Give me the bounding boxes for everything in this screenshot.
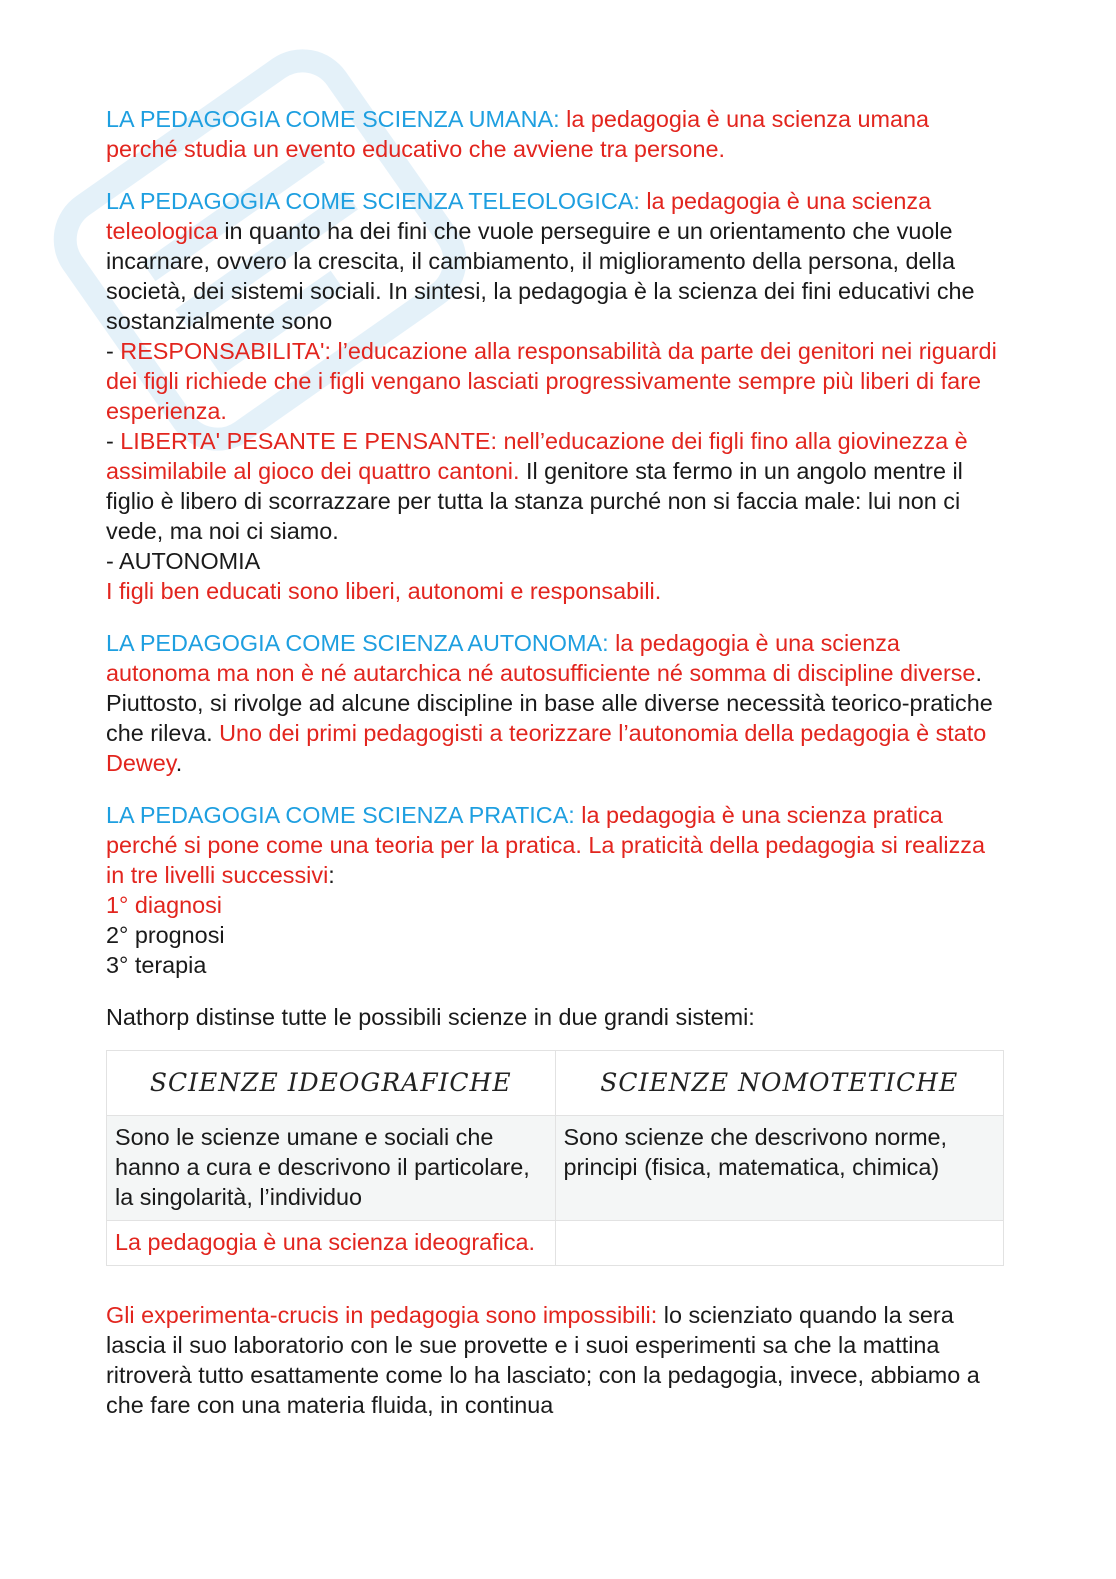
- document-page: [106, 104, 1006, 1442]
- autonoma-explanation: . Piuttosto, si rivolge ad alcune discipline in base alle diverse necessità teorico-pratiche che rileva.: [106, 660, 993, 746]
- cell-ideografiche-description: Sono le scienze umane e sociali che hanno a cura e descrivono il particolare, la singolarità, l’individuo: [107, 1116, 556, 1221]
- level-terapia: 3° terapia: [106, 952, 207, 978]
- cell-pedagogia-ideografica: La pedagogia è una scienza ideografica.: [107, 1221, 556, 1266]
- experimenta-crucis-explanation: lo scienziato quando la sera lascia il suo laboratorio con le sue provette e i suoi esperimenti sa che la mattina ritroverà tutto esattamente come lo ha lasciato; con la pedagogia, invece, abbiamo a che fare con una materia fluida, in continua: [106, 1302, 980, 1418]
- bullet-responsabilita-text: RESPONSABILITA': l’educazione alla responsabilità da parte dei genitori nei riguardi dei figli richiede che i figli vengano lasciati progressivamente sempre più liberi di fare esperienza.: [106, 338, 997, 424]
- teleologica-explanation: in quanto ha dei fini che vuole perseguire e un orientamento che vuole incarnare, ovvero la crescita, il cambiamento, il miglioramento della persona, della società, dei sistemi sociali. In sintesi, la pedagogia è la scienza dei fini educativi che sostanzialmente sono: [106, 218, 975, 334]
- level-diagnosi: 1° diagnosi: [106, 892, 222, 918]
- bullet-autonomia: - AUTONOMIA: [106, 548, 261, 574]
- definition-scienza-umana: la pedagogia è una scienza umana perché studia un evento educativo che avviene tra persone.: [106, 106, 929, 162]
- heading-scienza-autonoma: LA PEDAGOGIA COME SCIENZA AUTONOMA:: [106, 630, 609, 656]
- definition-scienza-teleologica: la pedagogia è una scienza teleologica: [106, 188, 932, 244]
- table-row: [107, 1221, 1004, 1266]
- pratica-colon: :: [328, 862, 335, 888]
- header-scienze-ideografiche: SCIENZE IDEOGRAFICHE: [107, 1051, 556, 1116]
- level-prognosi: 2° prognosi: [106, 922, 225, 948]
- autonoma-period: .: [175, 750, 183, 776]
- experimenta-crucis-statement: Gli experimenta-crucis in pedagogia sono impossibili:: [106, 1302, 658, 1328]
- header-scienze-nomotetiche: SCIENZE NOMOTETICHE: [555, 1051, 1004, 1116]
- section-scienza-umana: [106, 104, 1006, 164]
- heading-scienza-pratica: LA PEDAGOGIA COME SCIENZA PRATICA:: [106, 802, 575, 828]
- heading-scienza-umana: LA PEDAGOGIA COME SCIENZA UMANA:: [106, 106, 560, 132]
- bullet-liberta-text: LIBERTA' PESANTE E PENSANTE: nell’educazione dei figli fino alla giovinezza è assimilabile al gioco dei quattro cantoni.: [106, 428, 968, 484]
- cell-nomotetiche-description: Sono scienze che descrivono norme, principi (fisica, matematica, chimica): [555, 1116, 1004, 1221]
- section-scienza-teleologica: [106, 186, 1006, 606]
- heading-scienza-teleologica: LA PEDAGOGIA COME SCIENZA TELEOLOGICA:: [106, 188, 640, 214]
- section-scienza-pratica: [106, 800, 1006, 980]
- bullet-dash: -: [106, 338, 121, 364]
- definition-scienza-pratica: la pedagogia è una scienza pratica perché si pone come una teoria per la pratica. La praticità della pedagogia si realizza in tre livelli successivi: [106, 802, 985, 888]
- bullet-responsabilita: [106, 336, 1006, 426]
- section-experimenta-crucis: [106, 1300, 1006, 1420]
- bullet-liberta: [106, 426, 1006, 546]
- nathorp-table: [106, 1050, 1004, 1266]
- bullet-dash: -: [106, 428, 121, 454]
- bullet-liberta-explanation: Il genitore sta fermo in un angolo mentre il figlio è libero di scorrazzare per tutta la stanza purché non si faccia male: lui non ci vede, ma noi ci siamo.: [106, 458, 963, 544]
- nathorp-intro: Nathorp distinse tutte le possibili scienze in due grandi sistemi:: [106, 1004, 755, 1030]
- table-header-row: [107, 1051, 1004, 1116]
- definition-scienza-autonoma: la pedagogia è una scienza autonoma ma non è né autarchica né autosufficiente né somma di discipline diverse: [106, 630, 976, 686]
- table-row: [107, 1116, 1004, 1221]
- section-scienza-autonoma: [106, 628, 1006, 778]
- teleologica-conclusion: I figli ben educati sono liberi, autonomi e responsabili.: [106, 578, 662, 604]
- cell-empty: [555, 1221, 1004, 1266]
- dewey-note: Uno dei primi pedagogisti a teorizzare l’autonomia della pedagogia è stato Dewey: [106, 720, 987, 776]
